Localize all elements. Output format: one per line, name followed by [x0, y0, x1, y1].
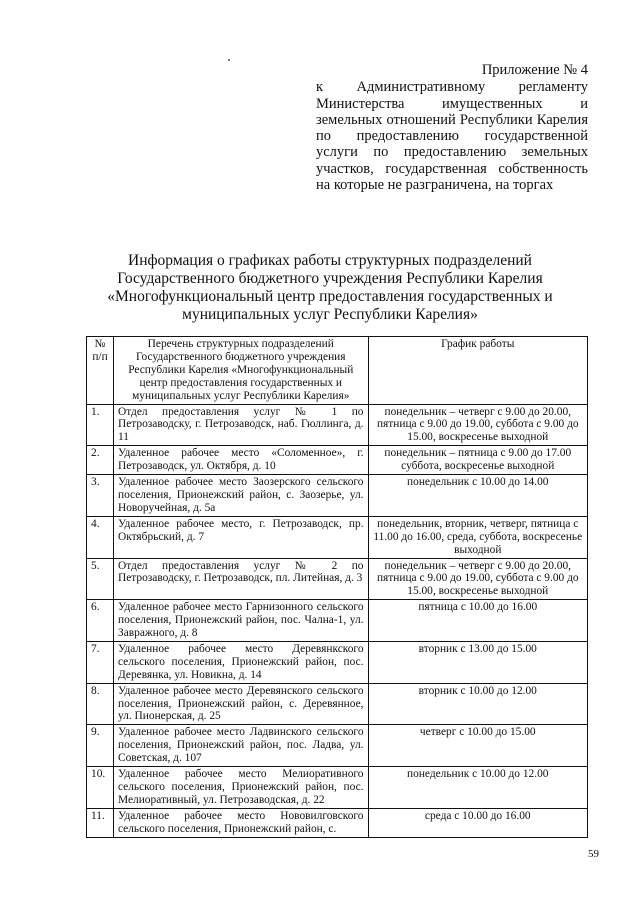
row-name: Отдел предоставления услуг № 2 по Петрозаводску, г. Петрозаводск, пл. Литейная, д. 3 [113, 558, 368, 600]
table-header-row [87, 337, 588, 405]
row-schedule: понедельник – четверг с 9.00 до 20.00, пятница с 9.00 до 19.00, суббота с 9.00 до 15.00, воскресенье выходной [368, 558, 587, 600]
row-num: 5. [87, 558, 114, 600]
annex-line: государственная собственность на [316, 160, 588, 194]
row-num: 4. [87, 516, 114, 558]
row-num: 6. [87, 600, 114, 642]
table-row [87, 516, 588, 558]
header-num: № п/п [87, 337, 114, 405]
table-row [87, 767, 588, 809]
row-num: 2. [87, 446, 114, 475]
row-name: Отдел предоставления услуг № 1 по Петрозаводску, г. Петрозаводск, наб. Гюллинга, д. 11 [113, 404, 368, 446]
page-number: 59 [588, 848, 599, 860]
table-row [87, 446, 588, 475]
annex-body [316, 79, 588, 193]
row-num: 10. [87, 767, 114, 809]
annex-block [316, 62, 588, 193]
row-num: 11. [87, 808, 114, 837]
heading-line: Государственного бюджетного учреждения Республики Карелия [117, 270, 543, 287]
heading-line: «Многофункциональный центр предоставления государственных и [107, 288, 553, 305]
row-name: Удаленное рабочее место Ладвинского сельского поселения, Прионежский район, пос. Ладва, ул. Советская, д. 107 [113, 725, 368, 767]
row-name: Удаленное рабочее место «Соломенное», г. Петрозаводск, ул. Октября, д. 10 [113, 446, 368, 475]
row-name: Удаленное рабочее место Гарнизонного сельского поселения, Прионежский район, пос. Чална-1, ул. Завражного, д. 8 [113, 600, 368, 642]
row-num: 3. [87, 475, 114, 517]
heading-line: Информация о графиках работы структурных подразделений [128, 252, 532, 269]
row-schedule: пятница с 10.00 до 16.00 [368, 600, 587, 642]
row-schedule: понедельник с 10.00 до 14.00 [368, 475, 587, 517]
row-name: Удаленное рабочее место Деревянкского сельского поселения, Прионежский район, пос. Деревянка, ул. Новикна, д. 14 [113, 641, 368, 683]
row-schedule: вторник с 13.00 до 15.00 [368, 641, 587, 683]
annex-title: Приложение № 4 [481, 62, 588, 78]
schedule-table [86, 336, 588, 838]
annex-line: земельных отношений Республики [316, 111, 537, 128]
row-name: Удаленное рабочее место Деревянского сельского поселения, Прионежский район, с. Деревянное, ул. Пионерская, д. 25 [113, 683, 368, 725]
row-schedule: понедельник – пятница с 9.00 до 17.00 суббота, воскресенье выходной [368, 446, 587, 475]
table-row [87, 600, 588, 642]
table-row [87, 404, 588, 446]
row-name: Удаленное рабочее место, г. Петрозаводск, пр. Октябрьский, д. 7 [113, 516, 368, 558]
row-schedule: понедельник – четверг с 9.00 до 20.00, пятница с 9.00 до 19.00, суббота с 9.00 до 15.00, воскресенье выходной [368, 404, 587, 446]
annex-line: предоставлению земельных участков, [316, 144, 589, 177]
annex-line: к Административному регламенту [316, 79, 588, 96]
scan-dot [228, 59, 230, 61]
row-schedule: понедельник с 10.00 до 12.00 [368, 767, 587, 809]
table-row [87, 641, 588, 683]
heading-line: муниципальных услуг Республики Карелия» [182, 306, 478, 323]
table-row [87, 558, 588, 600]
row-num: 9. [87, 725, 114, 767]
table-row [87, 725, 588, 767]
row-num: 8. [87, 683, 114, 725]
annex-line: государственной услуги по [316, 128, 588, 161]
row-schedule: среда с 10.00 до 16.00 [368, 808, 587, 837]
row-name: Удаленное рабочее место Заозерского сельского поселения, Прионежский район, с. Заозерье, ул. Новоручейная, д. 5а [113, 475, 368, 517]
row-num: 1. [87, 404, 114, 446]
annex-line: Министерства имущественных и [316, 95, 588, 112]
table-row [87, 683, 588, 725]
annex-line: которые не разграничена, на торгах [333, 177, 554, 194]
header-name: Перечень структурных подразделений Государственного бюджетного учреждения Республики Карелия «Многофункциональный центр предоставления государственных и муниципальных услуг Республики Карелия» [113, 337, 368, 405]
row-schedule: вторник с 10.00 до 12.00 [368, 683, 587, 725]
table-row [87, 808, 588, 837]
annex-line: Карелия по предоставлению [316, 111, 588, 145]
header-schedule: График работы [368, 337, 587, 405]
document-heading [100, 252, 560, 324]
table-row [87, 475, 588, 517]
row-name: Удаленное рабочее место Мелиоративного сельского поселения, Прионежский район, пос. Мелиоративный, ул. Петрозаводская, д. 22 [113, 767, 368, 809]
row-num: 7. [87, 641, 114, 683]
row-name: Удаленное рабочее место Нововилговского сельского поселения, Прионежский район, с. [113, 808, 368, 837]
row-schedule: понедельник, вторник, четверг, пятница с 11.00 до 16.00, среда, суббота, воскресенье выходной [368, 516, 587, 558]
row-schedule: четверг с 10.00 до 15.00 [368, 725, 587, 767]
